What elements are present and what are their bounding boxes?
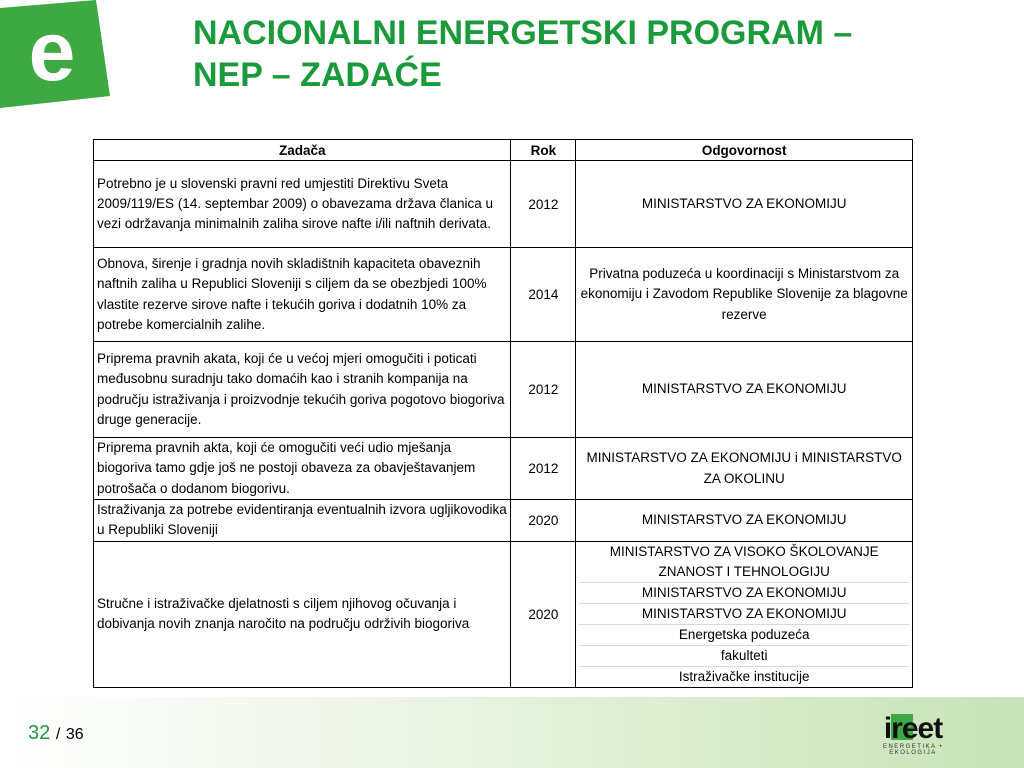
responsibility-item: fakulteti [579,645,909,666]
deadline-cell: 2020 [511,541,576,687]
task-cell: Priprema pravnih akata, koji će u većoj mjeri omogučiti i poticati međusobnu suradnju tako domaćih kao i stranih kompanija na području istraživanja i proizvodnje tekućih goriva pogotovo biogoriva druge generacije. [94,342,511,438]
responsibility-item: MINISTARSTVO ZA VISOKO ŠKOLOVANJE ZNANOST I TEHNOLOGIJU [609,543,879,579]
brand-name: ireet [883,712,943,745]
slide-title-line-1: NACIONALNI ENERGETSKI PROGRAM – [193,14,853,52]
slide-title [193,12,993,96]
task-cell: Potrebno je u slovenski pravni red umjestiti Direktivu Sveta 2009/119/ES (14. septembar 2009) o obavezama država članica u vezi održavanja minimalnih zaliha sirove nafte i/ili naftnih derivata. [94,161,511,248]
responsibility-cell: MINISTARSTVO ZA EKONOMIJU i MINISTARSTVO ZA OKOLINU [576,438,913,500]
responsibility-cell: MINISTARSTVO ZA EKONOMIJU [576,161,913,248]
task-cell: Istraživanja za potrebe evidentiranja eventualnih izvora ugljikovodika u Republiki Sloveniji [94,500,511,542]
tasks-table [93,139,913,688]
logo-letter: e [28,4,76,98]
task-cell: Stručne i istraživačke djelatnosti s ciljem njihovog očuvanja i dobivanja novih znanja naročito na području održivih biogoriva [94,541,511,687]
brand-tagline: ENERGETIKA • EKOLOGIJA [882,744,944,756]
table-row [94,248,913,342]
e-logo-icon [0,0,110,108]
page-separator: / [55,726,61,743]
responsibility-cell: Privatna poduzeća u koordinaciji s Ministarstvom za ekonomiju i Zavodom Republike Slovenije za blagovne rezerve [576,248,913,342]
page-number [28,722,84,745]
table-row [94,438,913,500]
header-deadline: Rok [511,140,576,161]
responsibility-item: MINISTARSTVO ZA EKONOMIJU [579,582,909,603]
deadline-cell: 2012 [511,438,576,500]
deadline-cell: 2020 [511,500,576,542]
deadline-cell: 2014 [511,248,576,342]
responsibility-list [579,542,909,687]
table-row [94,342,913,438]
responsibility-list-cell [576,541,913,687]
header-task: Zadača [94,140,511,161]
task-cell: Obnova, širenje i gradnja novih skladištnih kapaciteta obaveznih naftnih zaliha u Republici Sloveniji s ciljem da se obezbjedi 100% vlastite rezerve sirove nafte i tekućih goriva i dodatnih 10% za potrebe komercialnih zalihe. [94,248,511,342]
page-total: 36 [65,726,84,743]
slide-title-line-2: NEP – ZADAĆE [193,56,442,94]
table-row [94,541,913,687]
page-current: 32 [28,722,51,744]
deadline-cell: 2012 [511,342,576,438]
header-responsibility: Odgovornost [576,140,913,161]
responsibility-item: MINISTARSTVO ZA EKONOMIJU [579,603,909,624]
deadline-cell: 2012 [511,161,576,248]
task-cell: Priprema pravnih akta, koji će omogučiti veći udio mješanja biogoriva tamo gdje još ne postoji obaveza za obavještavanjem potrošača o dodanom biogorivu. [94,438,511,500]
responsibility-item: Istraživačke institucije [579,666,909,687]
responsibility-cell: MINISTARSTVO ZA EKONOMIJU [576,342,913,438]
responsibility-item: Energetska poduzeća [579,624,909,645]
table-row [94,161,913,248]
table-row [94,500,913,542]
table-header-row [94,140,913,161]
responsibility-cell: MINISTARSTVO ZA EKONOMIJU [576,500,913,542]
